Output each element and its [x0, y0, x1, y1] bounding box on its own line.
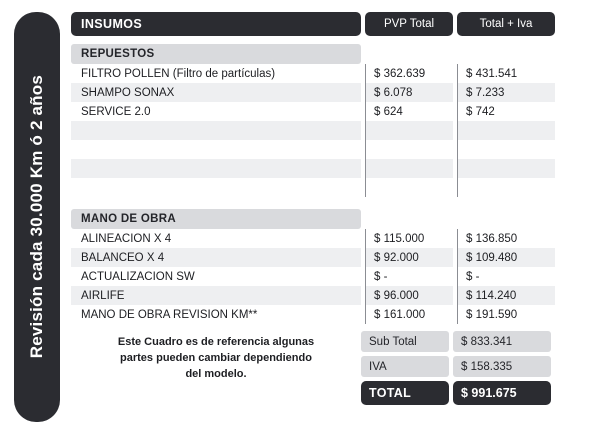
row-total-iva	[457, 140, 555, 159]
row-label: BALANCEO X 4	[71, 248, 361, 267]
row-pvp-total	[365, 178, 453, 197]
section-gap	[71, 197, 596, 205]
section-band-spacer-mid	[361, 40, 449, 64]
total-label: TOTAL	[361, 381, 449, 405]
table-row	[71, 286, 596, 305]
row-label	[71, 159, 361, 178]
iva-label: IVA	[361, 356, 449, 377]
subtotal-label: Sub Total	[361, 331, 449, 352]
section-band-spacer-mid	[361, 205, 449, 229]
table-row	[71, 305, 596, 324]
disclaimer-line-1: Este Cuadro es de referencia algunas	[117, 336, 315, 348]
row-pvp-total: $ 161.000	[365, 305, 453, 324]
row-label: ALINEACION X 4	[71, 229, 361, 248]
header-col-pvp-total: PVP Total	[365, 12, 453, 36]
table-row	[71, 121, 596, 140]
totals-row-total	[361, 381, 596, 405]
row-total-iva: $ -	[457, 267, 555, 286]
row-label: MANO DE OBRA REVISION KM**	[71, 305, 361, 324]
row-label: FILTRO POLLEN (Filtro de partículas)	[71, 64, 361, 83]
row-total-iva: $ 431.541	[457, 64, 555, 83]
table-area	[71, 12, 596, 422]
table-row	[71, 267, 596, 286]
section-rows-mano-de-obra	[71, 229, 596, 324]
table-row	[71, 229, 596, 248]
table-row	[71, 102, 596, 121]
row-pvp-total	[365, 140, 453, 159]
section-band-spacer-right	[449, 205, 547, 229]
bottom-block	[71, 331, 596, 409]
header-col-total-iva: Total + Iva	[457, 12, 555, 36]
row-pvp-total: $ 96.000	[365, 286, 453, 305]
row-total-iva	[457, 178, 555, 197]
disclaimer-note	[71, 331, 361, 409]
section-title-repuestos: REPUESTOS	[71, 44, 361, 64]
row-pvp-total: $ 624	[365, 102, 453, 121]
row-label	[71, 178, 361, 197]
row-pvp-total: $ 362.639	[365, 64, 453, 83]
totals-block	[361, 331, 596, 409]
row-label: SERVICE 2.0	[71, 102, 361, 121]
iva-value: $ 158.335	[453, 356, 551, 377]
row-pvp-total: $ 6.078	[365, 83, 453, 102]
table-row	[71, 83, 596, 102]
row-total-iva: $ 136.850	[457, 229, 555, 248]
table-row	[71, 248, 596, 267]
section-band-row-repuestos	[71, 40, 596, 64]
table-header-row	[71, 12, 596, 36]
row-pvp-total	[365, 121, 453, 140]
section-rows-repuestos	[71, 64, 596, 197]
section-band-row-mano-de-obra	[71, 205, 596, 229]
row-total-iva	[457, 159, 555, 178]
row-total-iva: $ 7.233	[457, 83, 555, 102]
disclaimer-line-2: partes pueden cambiar dependiendo	[120, 351, 312, 364]
row-label: ACTUALIZACION SW	[71, 267, 361, 286]
row-total-iva	[457, 121, 555, 140]
row-label	[71, 121, 361, 140]
row-label: AIRLIFE	[71, 286, 361, 305]
row-pvp-total: $ 92.000	[365, 248, 453, 267]
row-pvp-total: $ 115.000	[365, 229, 453, 248]
table-row	[71, 140, 596, 159]
totals-row-iva	[361, 356, 596, 377]
vertical-banner	[14, 12, 60, 422]
row-pvp-total: $ -	[365, 267, 453, 286]
subtotal-value: $ 833.341	[453, 331, 551, 352]
disclaimer-line-3: del modelo.	[185, 367, 247, 380]
row-total-iva: $ 742	[457, 102, 555, 121]
header-title: INSUMOS	[71, 12, 361, 36]
section-title-mano-de-obra: MANO DE OBRA	[71, 209, 361, 229]
row-total-iva: $ 191.590	[457, 305, 555, 324]
table-row	[71, 159, 596, 178]
row-label	[71, 140, 361, 159]
row-total-iva: $ 114.240	[457, 286, 555, 305]
total-value: $ 991.675	[453, 381, 551, 405]
row-pvp-total	[365, 159, 453, 178]
table-row	[71, 64, 596, 83]
row-total-iva: $ 109.480	[457, 248, 555, 267]
section-band-spacer-right	[449, 40, 547, 64]
vertical-banner-label: Revisión cada 30.000 Km ó 2 años	[27, 75, 46, 359]
row-label: SHAMPO SONAX	[71, 83, 361, 102]
table-row	[71, 178, 596, 197]
totals-row-subtotal	[361, 331, 596, 352]
